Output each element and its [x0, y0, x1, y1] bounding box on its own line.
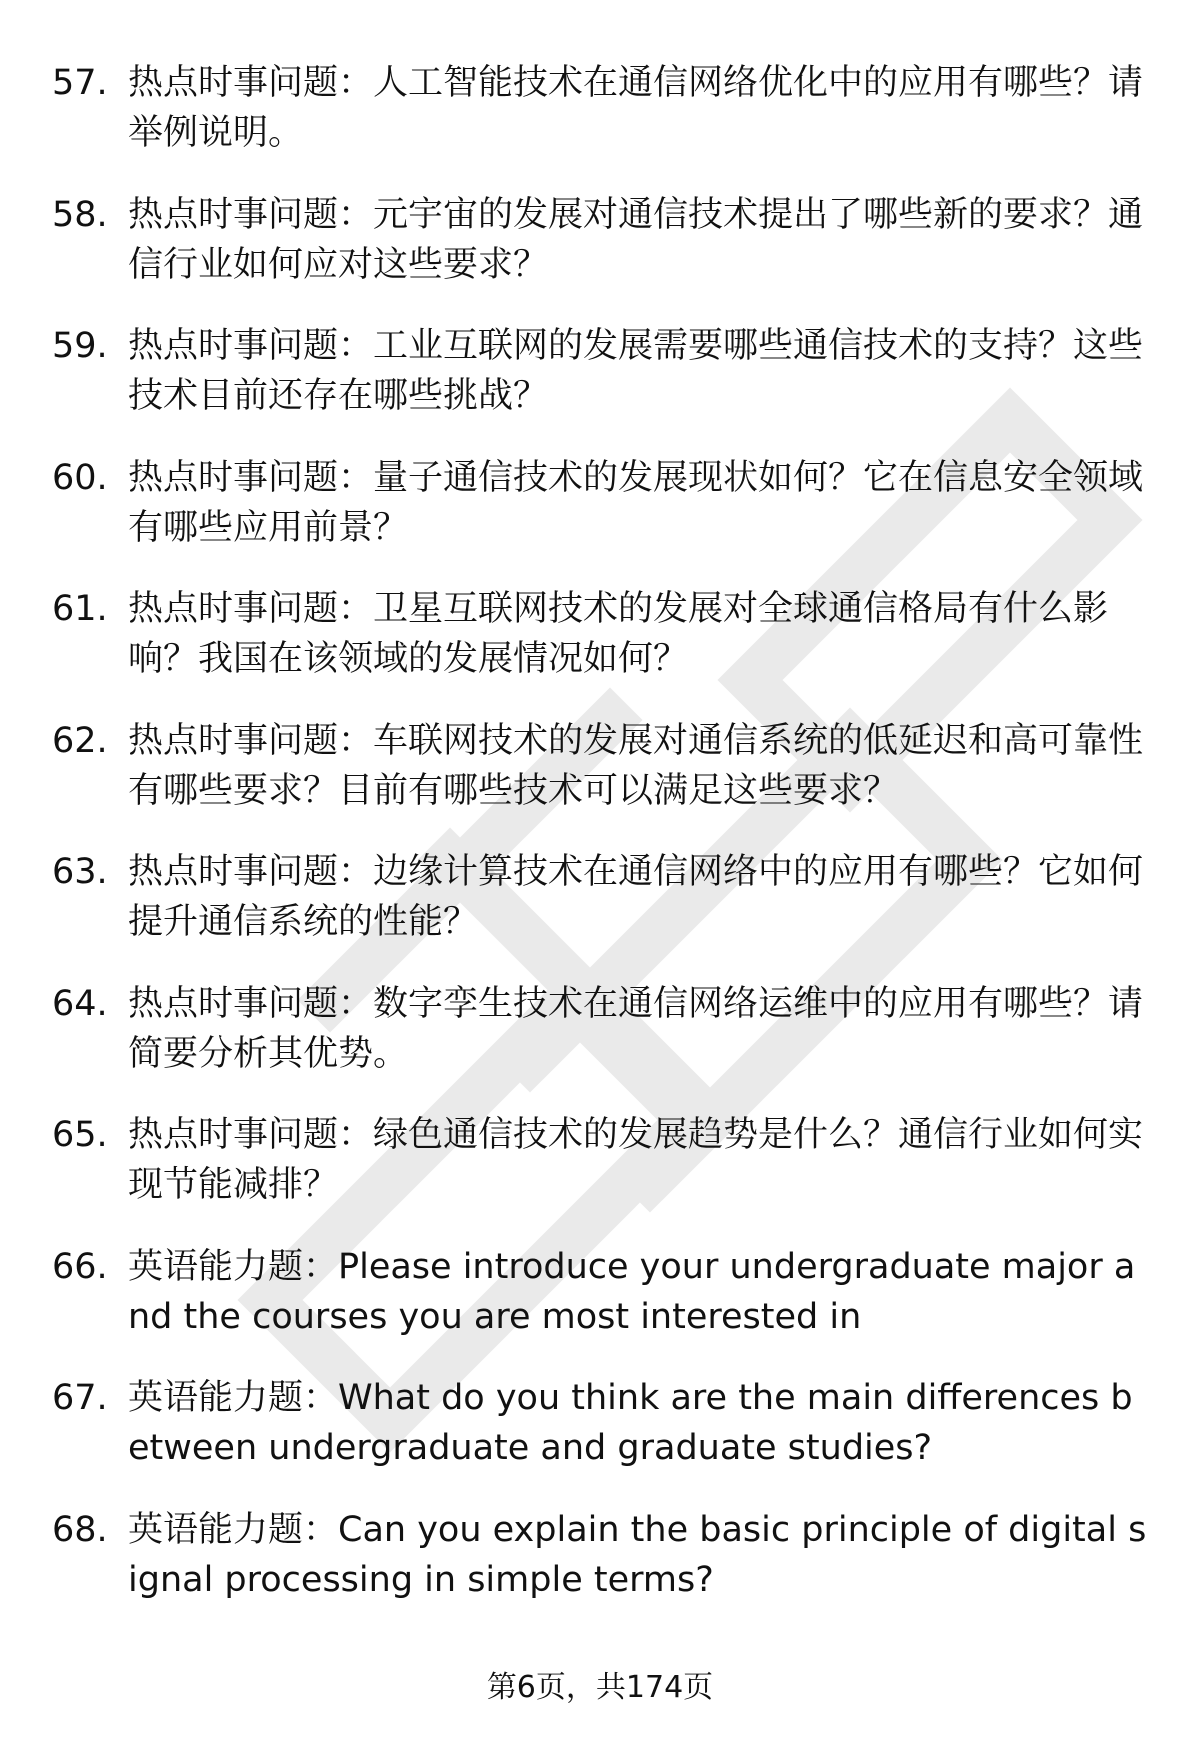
question-text: 热点时事问题：工业互联网的发展需要哪些通信技术的支持？这些技术目前还存在哪些挑战？	[128, 326, 1144, 416]
question-number: 57.	[52, 63, 108, 103]
question-number: 64.	[52, 983, 108, 1024]
question-text: 热点时事问题：绿色通信技术的发展趋势是什么？通信行业如何实现节能减排？	[128, 1115, 1144, 1205]
question-number: 63.	[52, 852, 108, 892]
question-number: 59.	[52, 326, 108, 366]
page-number-footer: 第6页，共174页	[486, 1670, 714, 1705]
question-list	[0, 58, 1200, 1636]
question-text: 热点时事问题：车联网技术的发展对通信系统的低延迟和高可靠性有哪些要求？目前有哪些技术可以满足这些要求？	[128, 720, 1144, 811]
question-text: 热点时事问题：数字孪生技术在通信网络运维中的应用有哪些？请简要分析其优势。	[128, 983, 1144, 1074]
question-number: 58.	[52, 194, 108, 235]
list-item	[0, 1373, 1200, 1505]
list-item	[0, 584, 1200, 716]
question-text: 热点时事问题：边缘计算技术在通信网络中的应用有哪些？它如何提升通信系统的性能？	[128, 852, 1144, 942]
question-number: 62.	[52, 720, 108, 761]
question-text: 英语能力题：Can you explain the basic principle of digital signal processing in simple terms?	[128, 1509, 1147, 1600]
question-number: 68.	[52, 1509, 108, 1550]
list-item	[0, 1110, 1200, 1242]
list-item	[0, 453, 1200, 585]
list-item	[0, 58, 1200, 190]
list-item	[0, 1242, 1200, 1374]
list-item	[0, 979, 1200, 1111]
list-item	[0, 847, 1200, 979]
question-text: 热点时事问题：卫星互联网技术的发展对全球通信格局有什么影响？我国在该领域的发展情况如何？	[128, 589, 1109, 679]
list-item	[0, 190, 1200, 322]
question-text: 热点时事问题：人工智能技术在通信网络优化中的应用有哪些？请举例说明。	[128, 63, 1144, 153]
question-text: 英语能力题：What do you think are the main differences between undergraduate and graduate studies?	[128, 1378, 1133, 1468]
question-text: 热点时事问题：量子通信技术的发展现状如何？它在信息安全领域有哪些应用前景？	[128, 457, 1144, 548]
list-item	[0, 321, 1200, 453]
list-item	[0, 1505, 1200, 1637]
list-item	[0, 716, 1200, 848]
question-text: 热点时事问题：元宇宙的发展对通信技术提出了哪些新的要求？通信行业如何应对这些要求？	[128, 194, 1144, 285]
question-number: 61.	[52, 589, 108, 629]
question-number: 65.	[52, 1115, 108, 1155]
question-number: 66.	[52, 1246, 108, 1287]
question-number: 60.	[52, 457, 108, 498]
question-number: 67.	[52, 1378, 108, 1418]
question-text: 英语能力题：Please introduce your undergraduate major and the courses you are most interested in	[128, 1246, 1136, 1337]
